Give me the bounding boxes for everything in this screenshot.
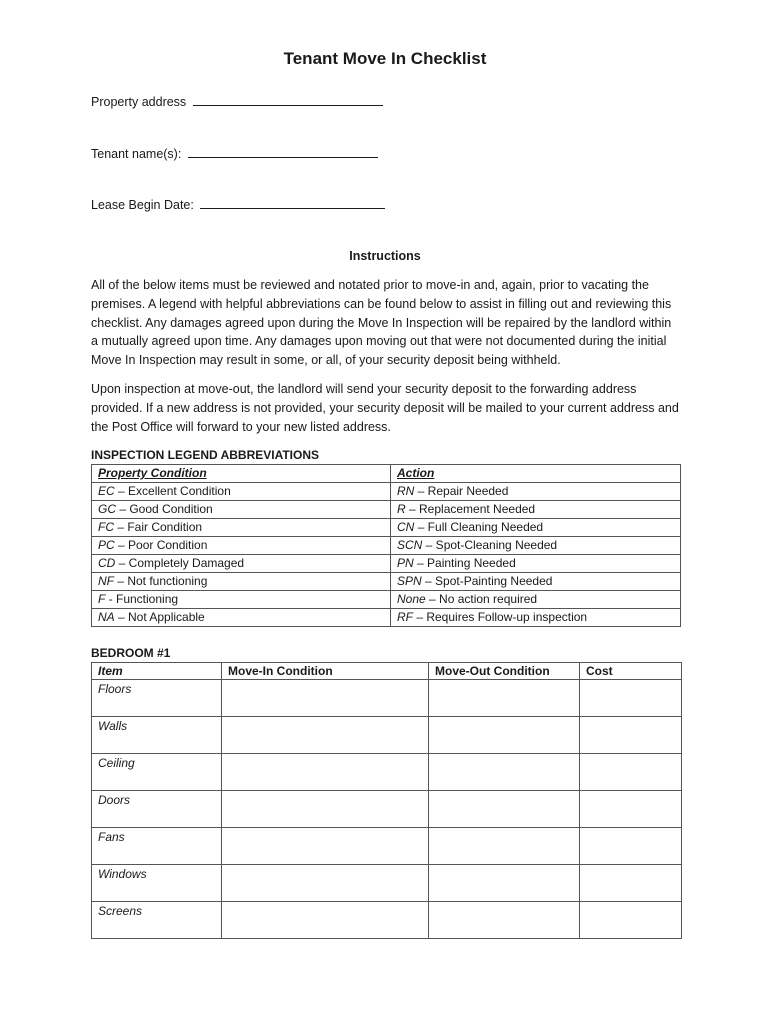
legend-row	[92, 591, 681, 609]
lease-begin-date-label: Lease Begin Date:	[91, 198, 194, 212]
legend-condition-cell	[92, 573, 391, 591]
action-abbr: RN	[397, 484, 415, 498]
move-in-cell[interactable]	[222, 754, 429, 791]
action-abbr: RF	[397, 610, 413, 624]
item-name: Doors	[92, 791, 222, 828]
lease-begin-date-blank[interactable]	[200, 198, 385, 209]
legend-condition-cell	[92, 609, 391, 627]
table-row	[92, 865, 682, 902]
action-abbr: R	[397, 502, 406, 516]
move-in-cell[interactable]	[222, 828, 429, 865]
move-out-cell[interactable]	[429, 754, 580, 791]
condition-desc: - Functioning	[105, 592, 179, 606]
table-row	[92, 828, 682, 865]
condition-abbr: GC	[98, 502, 116, 516]
condition-abbr: NA	[98, 610, 115, 624]
move-in-cell[interactable]	[222, 865, 429, 902]
action-desc: – Spot-Cleaning Needed	[422, 538, 558, 552]
item-name: Walls	[92, 717, 222, 754]
move-in-cell[interactable]	[222, 680, 429, 717]
legend-row	[92, 573, 681, 591]
legend-header-action: Action	[391, 465, 681, 483]
item-name: Ceiling	[92, 754, 222, 791]
action-desc: – Full Cleaning Needed	[414, 520, 544, 534]
move-out-cell[interactable]	[429, 902, 580, 939]
condition-desc: – Poor Condition	[114, 538, 208, 552]
instructions-paragraph-2: Upon inspection at move-out, the landlord will send your security deposit to the forwarding address provided. If a new address is not provided, your security deposit will be mailed to your current address and the Post Office will forward to your new listed address.	[91, 382, 679, 434]
tenant-names-blank[interactable]	[188, 147, 378, 158]
legend-header-row	[92, 465, 681, 483]
move-out-cell[interactable]	[429, 865, 580, 902]
legend-condition-cell	[92, 537, 391, 555]
legend-action-cell	[391, 519, 681, 537]
table-row	[92, 754, 682, 791]
move-in-cell[interactable]	[222, 717, 429, 754]
legend-condition-cell	[92, 501, 391, 519]
cost-cell[interactable]	[580, 828, 682, 865]
bedroom-header-row	[92, 663, 682, 680]
legend-row	[92, 609, 681, 627]
legend-action-cell	[391, 483, 681, 501]
legend-action-cell	[391, 591, 681, 609]
legend-title: INSPECTION LEGEND ABBREVIATIONS	[91, 448, 320, 462]
property-address-field	[91, 95, 383, 109]
instructions-heading: Instructions	[349, 249, 421, 263]
action-abbr: CN	[397, 520, 415, 534]
cost-cell[interactable]	[580, 791, 682, 828]
legend-header-condition: Property Condition	[92, 465, 391, 483]
legend-action-cell	[391, 537, 681, 555]
action-desc: – No action required	[425, 592, 538, 606]
header-cost: Cost	[580, 663, 682, 680]
table-row	[92, 717, 682, 754]
property-address-blank[interactable]	[193, 95, 383, 106]
move-out-cell[interactable]	[429, 791, 580, 828]
table-row	[92, 902, 682, 939]
table-row	[92, 680, 682, 717]
legend-action-cell	[391, 501, 681, 519]
legend-table	[91, 464, 681, 627]
condition-abbr: CD	[98, 556, 116, 570]
tenant-names-label: Tenant name(s):	[91, 147, 182, 161]
move-in-cell[interactable]	[222, 791, 429, 828]
action-desc: – Spot-Painting Needed	[421, 574, 553, 588]
move-out-cell[interactable]	[429, 828, 580, 865]
item-name: Floors	[92, 680, 222, 717]
condition-desc: – Not functioning	[114, 574, 208, 588]
cost-cell[interactable]	[580, 865, 682, 902]
action-desc: – Requires Follow-up inspection	[413, 610, 588, 624]
legend-condition-cell	[92, 519, 391, 537]
cost-cell[interactable]	[580, 754, 682, 791]
condition-desc: – Excellent Condition	[114, 484, 231, 498]
condition-abbr: F	[98, 592, 106, 606]
item-name: Windows	[92, 865, 222, 902]
condition-desc: – Completely Damaged	[115, 556, 245, 570]
header-move-out: Move-Out Condition	[429, 663, 580, 680]
condition-desc: – Fair Condition	[114, 520, 203, 534]
document-title: Tenant Move In Checklist	[283, 49, 487, 68]
action-desc: – Replacement Needed	[405, 502, 536, 516]
action-abbr: SPN	[397, 574, 422, 588]
cost-cell[interactable]	[580, 902, 682, 939]
tenant-names-field	[91, 147, 378, 161]
condition-abbr: FC	[98, 520, 114, 534]
cost-cell[interactable]	[580, 680, 682, 717]
legend-action-cell	[391, 573, 681, 591]
legend-action-cell	[391, 555, 681, 573]
condition-abbr: PC	[98, 538, 115, 552]
action-abbr: SCN	[397, 538, 423, 552]
legend-action-cell	[391, 609, 681, 627]
bedroom-table	[91, 662, 682, 939]
item-name: Screens	[92, 902, 222, 939]
cost-cell[interactable]	[580, 717, 682, 754]
condition-desc: – Good Condition	[116, 502, 213, 516]
legend-row	[92, 555, 681, 573]
instructions-paragraph-1: All of the below items must be reviewed and notated prior to move-in and, again, prior to vacating the premises. A legend with helpful abbreviations can be found below to assist in filling out and reviewing this checklist. Any damages agreed upon during the Move In Inspection will be repaired by the landlord within a mutually agreed upon time. Any damages upon moving out that were not documented during the initial Move In Inspection may result in some, or all, of your security deposit being withheld.	[91, 278, 672, 368]
condition-abbr: EC	[98, 484, 115, 498]
legend-row	[92, 519, 681, 537]
legend-condition-cell	[92, 483, 391, 501]
legend-row	[92, 501, 681, 519]
item-name: Fans	[92, 828, 222, 865]
legend-row	[92, 483, 681, 501]
action-abbr: PN	[397, 556, 414, 570]
lease-begin-date-field	[91, 198, 385, 212]
move-out-cell[interactable]	[429, 717, 580, 754]
legend-row	[92, 537, 681, 555]
legend-condition-cell	[92, 591, 391, 609]
property-address-label: Property address	[91, 95, 187, 109]
action-abbr: None	[397, 592, 426, 606]
move-in-cell[interactable]	[222, 902, 429, 939]
action-desc: – Repair Needed	[414, 484, 509, 498]
bedroom-title: BEDROOM #1	[91, 646, 171, 660]
condition-desc: – Not Applicable	[114, 610, 205, 624]
header-move-in: Move-In Condition	[222, 663, 429, 680]
action-desc: – Painting Needed	[413, 556, 516, 570]
condition-abbr: NF	[98, 574, 114, 588]
header-item: Item	[92, 663, 222, 680]
table-row	[92, 791, 682, 828]
move-out-cell[interactable]	[429, 680, 580, 717]
legend-condition-cell	[92, 555, 391, 573]
